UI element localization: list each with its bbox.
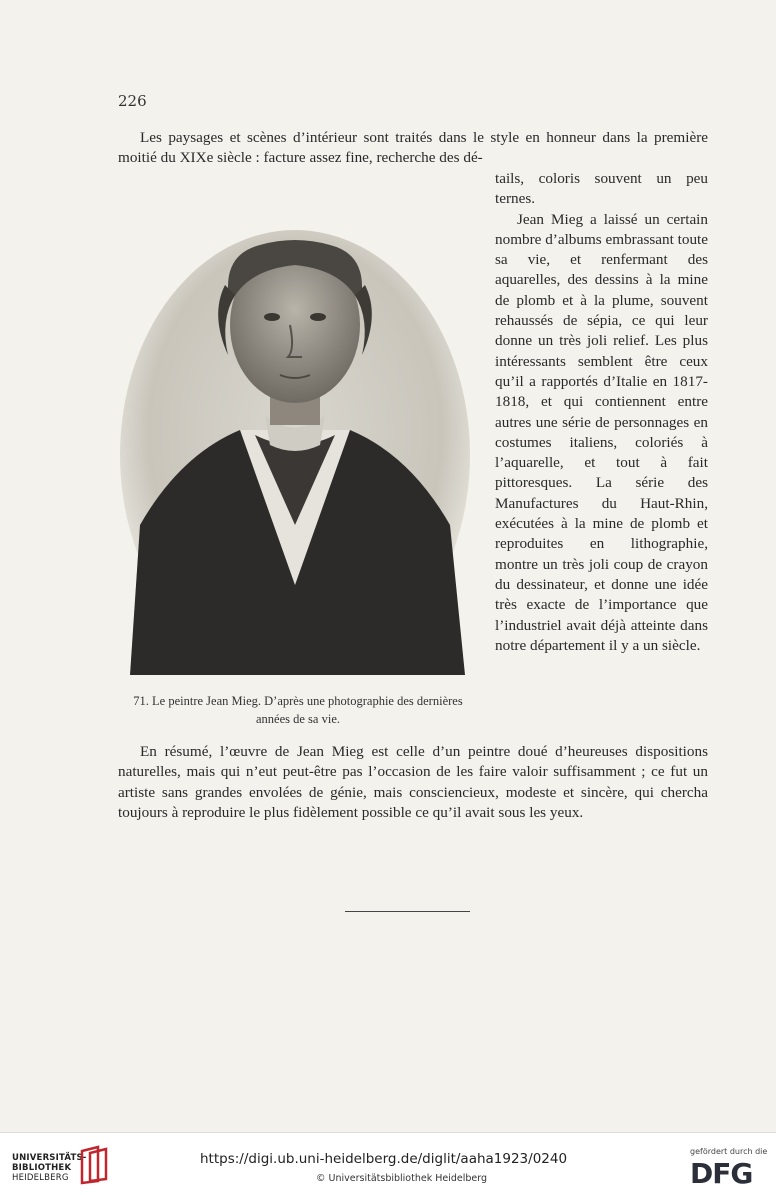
permalink-url[interactable]: https://digi.ub.uni-heidelberg.de/diglit/aaha1923/0240: [200, 1151, 568, 1167]
footer-bar: [0, 1132, 776, 1195]
section-rule: [345, 911, 470, 912]
paragraph-bottom: En résumé, l’œuvre de Jean Mieg est celle d’un peintre doué d’heureuses dispositions naturelles, mais qui n’eut peut-être pas l’occasion de les faire valoir suffisamment ; ce fut un artiste sans grandes envolées de génie, mais consciencieux, modeste et sincère, qui chercha toujours à reproduire le plus fidèlement possible ce qu’il avait sous les yeux.: [118, 743, 708, 821]
library-logo-text[interactable]: UNIVERSITÄTS- BIBLIOTHEK HEIDELBERG: [12, 1153, 87, 1183]
dfg-logo[interactable]: DFG: [690, 1157, 753, 1190]
side-paragraph-1: tails, coloris souvent un peu ternes.: [495, 170, 708, 208]
portrait-image: [120, 225, 470, 675]
copyright-text: © Universitätsbibliothek Heidelberg: [316, 1173, 488, 1184]
page-number: 226: [118, 92, 147, 110]
figure-caption: 71. Le peintre Jean Mieg. D’après une photographie des dernières années de sa vie.: [133, 694, 463, 726]
library-logo-icon: [78, 1145, 112, 1185]
funding-label: gefördert durch die: [690, 1147, 768, 1156]
side-column: [495, 169, 708, 656]
side-paragraph-2: Jean Mieg a laissé un certain nombre d’albums embrassant toute sa vie, et renfermant des aquarelles, des dessins à la mine de plomb et à la plume, souvent rehaussés de sépia, ce qui leur donne un très joli relief. Les plus intéressants semblent être ceux qu’il a rapportés d’Italie en 1817-1818, et qui contiennent entre autres une série de personnages en costumes italiens, coloriés à l’aquarelle, et tout à fait pittoresques. La série des Manufactures du Haut-Rhin, exécutées à la mine de plomb et reproduites en lithographie, montre un très joli coup de crayon du dessinateur, et donne une idée très exacte de l’importance que l’industriel avait déjà atteinte dans notre département il y a un siècle.: [495, 210, 708, 654]
paragraph-top: Les paysages et scènes d’intérieur sont traités dans le style en honneur dans la première moitié du XIXe siècle : facture assez fine, recherche des dé-: [118, 129, 708, 167]
